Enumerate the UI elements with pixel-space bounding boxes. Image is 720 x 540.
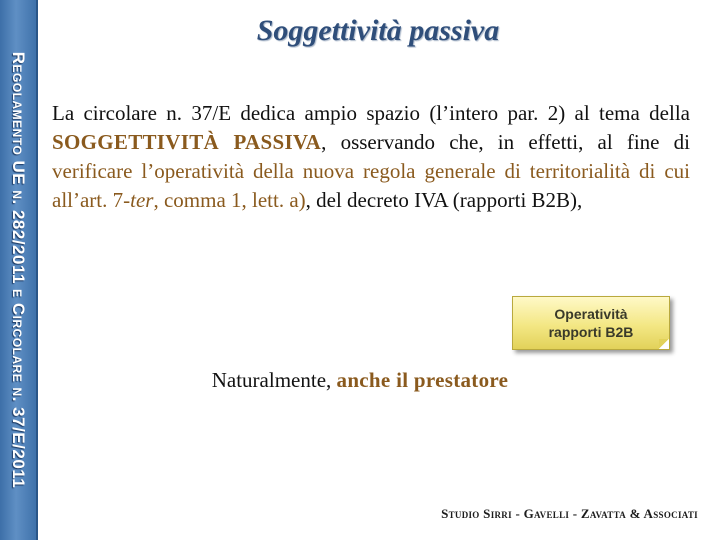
main-paragraph: [52, 99, 690, 215]
sidebar-vertical-title: Regolamento UE n. 282/2011 e Circolare n. 37/E/2011: [9, 51, 28, 489]
callout-line-2: rapporti B2B: [548, 324, 634, 340]
highlight-verificare: verificare l’operatività della nuova regola generale di territorialità di cui all’art. 7-: [52, 159, 690, 212]
callout-line-1: Operatività: [554, 306, 628, 322]
paragraph-intro: La circolare n. 37/E dedica ampio spazio (l’intero par. 2) al tema della: [52, 101, 690, 125]
highlight-ter: ter: [130, 188, 154, 212]
conclusion-plain: Naturalmente,: [211, 368, 337, 392]
paragraph-mid: , osservando che, in effetti, al fine di: [321, 130, 690, 154]
conclusion-emphasis: anche il prestatore: [336, 368, 509, 392]
sidebar-banner: [0, 0, 38, 540]
callout-b2b-note: [512, 296, 670, 350]
page-fold-corner: [659, 339, 669, 349]
conclusion-line: [36, 368, 684, 393]
slide-title: Soggettività passiva: [256, 14, 500, 47]
highlight-soggettivita: SOGGETTIVITÀ PASSIVA: [52, 130, 322, 154]
highlight-comma: , comma 1, lett. a): [153, 188, 306, 212]
paragraph-end: , del decreto IVA (rapporti B2B),: [305, 188, 583, 212]
footer-studio-name: Studio Sirri - Gavelli - Zavatta & Associati: [441, 506, 698, 521]
